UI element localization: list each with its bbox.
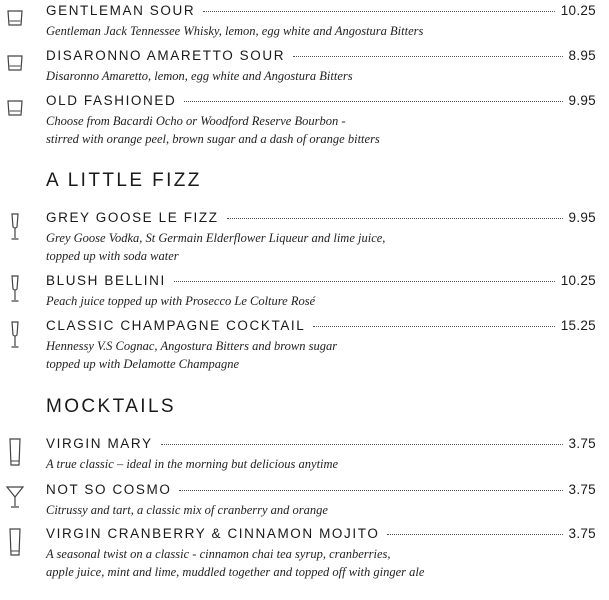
dot-leader — [227, 218, 563, 219]
dot-leader — [184, 101, 562, 102]
item-name: VIRGIN CRANBERRY & CINNAMON MOJITO — [46, 526, 380, 541]
item-name: GREY GOOSE LE FIZZ — [46, 210, 219, 225]
item-price: 3.75 — [568, 526, 596, 541]
item-price: 9.95 — [568, 93, 596, 108]
description-line: topped up with Delamotte Champagne — [46, 357, 240, 371]
item-description — [46, 545, 586, 581]
description-line: Peach juice topped up with Prosecco Le Colture Rosé — [46, 294, 316, 308]
item-price: 10.25 — [560, 273, 596, 288]
item-description — [46, 22, 586, 40]
item-description — [46, 112, 586, 148]
item-price: 8.95 — [568, 48, 596, 63]
description-line: Citrussy and tart, a classic mix of cranberry and orange — [46, 503, 328, 517]
highball-glass-icon — [4, 437, 26, 467]
description-line: Hennessy V.S Cognac, Angostura Bitters and brown sugar — [46, 339, 338, 353]
item-description — [46, 337, 586, 373]
description-line: topped up with soda water — [46, 249, 179, 263]
description-line: A true classic – ideal in the morning but delicious anytime — [46, 457, 339, 471]
champagne-flute-icon — [4, 320, 26, 350]
item-price: 10.25 — [560, 3, 596, 18]
rocks-glass-icon — [4, 4, 26, 34]
dot-leader — [161, 444, 563, 445]
dot-leader — [203, 11, 555, 12]
dot-leader — [293, 56, 562, 57]
dot-leader — [174, 281, 555, 282]
description-line: Grey Goose Vodka, St Germain Elderflower Liqueur and lime juice, — [46, 231, 386, 245]
dot-leader — [179, 490, 562, 491]
item-name: DISARONNO AMARETTO SOUR — [46, 48, 286, 63]
description-line: Gentleman Jack Tennessee Whisky, lemon, egg white and Angostura Bitters — [46, 24, 424, 38]
item-name: CLASSIC CHAMPAGNE COCKTAIL — [46, 318, 306, 333]
champagne-flute-icon — [4, 274, 26, 304]
section-heading-a-little-fizz: A LITTLE FIZZ — [46, 170, 202, 191]
item-description — [46, 67, 586, 85]
item-description — [46, 229, 586, 265]
item-name: GENTLEMAN SOUR — [46, 3, 196, 18]
dot-leader — [387, 534, 562, 535]
description-line: Choose from Bacardi Ocho or Woodford Reserve Bourbon - — [46, 114, 346, 128]
item-price: 9.95 — [568, 210, 596, 225]
champagne-flute-icon — [4, 212, 26, 242]
rocks-glass-icon — [4, 49, 26, 79]
description-line: A seasonal twist on a classic - cinnamon chai tea syrup, cranberries, — [46, 547, 391, 561]
item-name: VIRGIN MARY — [46, 436, 153, 451]
description-line: apple juice, mint and lime, muddled together and topped off with ginger ale — [46, 565, 425, 579]
martini-glass-icon — [4, 482, 26, 512]
item-name: OLD FASHIONED — [46, 93, 177, 108]
description-line: Disaronno Amaretto, lemon, egg white and Angostura Bitters — [46, 69, 353, 83]
item-name: NOT SO COSMO — [46, 482, 172, 497]
item-price: 3.75 — [568, 482, 596, 497]
rocks-glass-icon — [4, 94, 26, 124]
item-price: 15.25 — [560, 318, 596, 333]
section-heading-mocktails: MOCKTAILS — [46, 396, 176, 417]
item-name: BLUSH BELLINI — [46, 273, 166, 288]
highball-glass-icon — [4, 527, 26, 557]
item-price: 3.75 — [568, 436, 596, 451]
item-description — [46, 501, 586, 519]
dot-leader — [313, 326, 554, 327]
description-line: stirred with orange peel, brown sugar and a dash of orange bitters — [46, 132, 380, 146]
item-description — [46, 455, 586, 473]
item-description — [46, 292, 586, 310]
